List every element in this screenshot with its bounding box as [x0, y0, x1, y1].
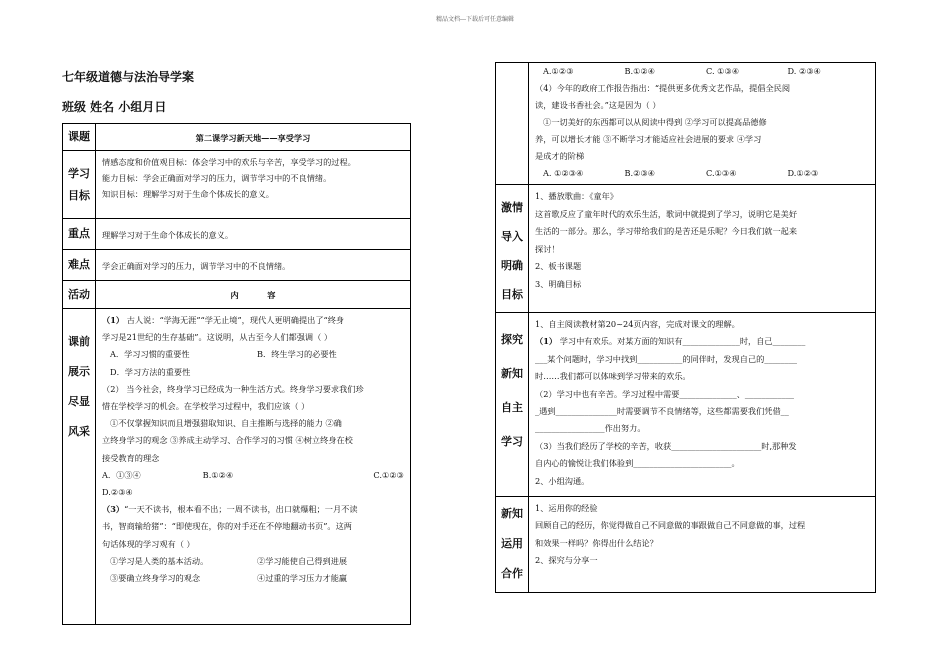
- q4-item: 是成才的阶梯: [535, 151, 585, 161]
- q3-option-c: C. ①③④: [706, 66, 740, 76]
- activity-label: 活动: [63, 281, 96, 309]
- q2-stem: （2） 当今社会，终身学习已经成为一种生活方式。终身学习要求我们珍: [102, 383, 364, 394]
- q4-option-d: D.①②③: [787, 168, 819, 178]
- q2-item: 接受教育的理念: [102, 452, 160, 463]
- explore-fill-blank: _遇到_______________时需要调节不良情绪等，这些都需要我们凭借__: [535, 406, 789, 417]
- q4-option-a: A. ①②③④: [543, 168, 584, 178]
- goal-line: 能力目标：学会正确面对学习的压力，调节学习中的不良情绪。: [102, 173, 332, 183]
- difficult-row: [63, 250, 411, 281]
- apply-line: 回顾自己的经历，你觉得做自己不同意做的事跟做自己不同意做的事，过程: [535, 520, 806, 531]
- intro-line: 探讨！: [535, 243, 560, 254]
- q4-stem: （4）今年的政府工作报告指出：“提供更多优秀文艺作品，提倡全民阅: [535, 83, 791, 93]
- intro-row: [496, 185, 876, 313]
- activity-header: 内 容: [96, 281, 411, 309]
- left-study-table: [62, 123, 411, 625]
- q4-item: ①一切美好的东西都可以从阅读中得到 ②学习可以提高品德修: [543, 117, 767, 127]
- watermark: 精品文档---下载后可任意编辑: [435, 16, 515, 23]
- preclass-label: 课前 展示 尽显 风采: [63, 309, 96, 625]
- explore-fill-blank: 自内心的愉悦让我们体验到________________________。: [535, 458, 740, 469]
- q3-item-4: ④过重的学习压力才能赢: [257, 573, 348, 584]
- document-title: 七年级道德与法治导学案: [62, 70, 195, 84]
- q1-option-a: A．学习习惯的重要性: [110, 349, 190, 360]
- goals-label: 学习 目标: [63, 151, 96, 219]
- apply-line: 和效果一样吗？你得出什么结论？: [535, 537, 658, 548]
- explore-fill-blank: ___某个问题时，学习中找到___________的同伴时，发现自己的________: [535, 353, 798, 364]
- continued-questions-row: [496, 63, 876, 185]
- preclass-row: [63, 309, 411, 625]
- explore-line: 2、小组沟通。: [535, 475, 590, 486]
- topic-row: [63, 124, 411, 151]
- q3-item-2: ②学习能使自己得到进展: [257, 555, 348, 566]
- right-study-table: [495, 62, 876, 593]
- apply-row: [496, 497, 876, 593]
- explore-line: 1、自主阅读教材第20~24页内容，完成对课文的理解。: [535, 319, 740, 329]
- intro-line: 1、播放歌曲：《童年》: [535, 191, 618, 201]
- q2-item: ①不仅掌握知识而且增强猎取知识、自主推断与选择的能力 ②确: [110, 418, 342, 429]
- q1-options: [102, 346, 404, 363]
- q3-options: [535, 63, 869, 80]
- apply-line: 1、运用你的经验: [535, 503, 598, 513]
- q3-option-d: D. ②③④: [787, 66, 821, 76]
- intro-line: 3、明确目标: [535, 278, 582, 289]
- q2-option-c: C.①②③: [373, 469, 404, 480]
- q3-item-1: ①学习是人类的基本活动。: [110, 555, 209, 566]
- intro-line: 这首歌反应了童年时代的欢乐生活，歌词中就提到了学习，说明它是美好: [535, 208, 798, 219]
- explore-fill-blank: （1） 学习中有欢乐。对某方面的知识有______________时，自己________: [535, 336, 806, 347]
- key-value: 理解学习对于生命个体成长的意义。: [96, 219, 411, 250]
- intro-label: 激情 导入 明确 目标: [496, 185, 529, 313]
- topic-label: 课题: [63, 124, 96, 151]
- continued-label-empty: [496, 63, 529, 185]
- continued-questions: [529, 63, 876, 185]
- q3-items: [102, 570, 404, 587]
- q3-stem: （3）“一天不读书，根本看不出；一周不读书，出口就爆粗；一月不读: [102, 504, 358, 515]
- activity-row: [63, 281, 411, 309]
- explore-content: [529, 313, 876, 497]
- q4-stem: 读，建设书香社会。”这是因为（ ）: [535, 100, 661, 110]
- key-label: 重点: [63, 219, 96, 250]
- key-row: [63, 219, 411, 250]
- q3-stem: 句话体现的学习观有（ ）: [102, 538, 195, 549]
- q1-option-d: D．学习方法的重要性: [110, 366, 191, 377]
- q4-item: 养，可以增长才能 ③不断学习才能适应社会进展的要求 ④学习: [535, 134, 762, 144]
- explore-label: 探究 新知 自主 学习: [496, 313, 529, 497]
- difficult-label: 难点: [63, 250, 96, 281]
- q2-stem: 惜在学校学习的机会。在学校学习过程中，我们应该（ ）: [102, 401, 310, 412]
- preclass-content: [96, 309, 411, 625]
- q3-item-3: ③要确立终身学习的观念: [110, 573, 201, 584]
- q4-options: [535, 165, 869, 182]
- explore-fill-blank: _________________作出努力。: [535, 423, 646, 434]
- goals-content: [96, 151, 411, 219]
- topic-value: 第二课学习新天地——享受学习: [96, 124, 411, 151]
- class-name-group-line: 班级 姓名 小组月日: [62, 100, 167, 114]
- intro-line: 生活的一部分。那么，学习带给我们的是苦还是乐呢？今日我们就一起来: [535, 226, 798, 236]
- q2-item: 立终身学习的观念 ③养成主动学习、合作学习的习惯 ④树立终身在校: [102, 435, 353, 446]
- q3-stem: 书，智商输给猪”：“即使现在，你的对手还在不停地翻动书页”。这两: [102, 521, 352, 532]
- q2-options: [102, 467, 404, 484]
- explore-fill-blank: （3）当我们经历了学校的辛苦，收获______________________时,那种发: [535, 440, 797, 451]
- apply-label: 新知 运用 合作: [496, 497, 529, 593]
- intro-content: [529, 185, 876, 313]
- goals-row: [63, 151, 411, 219]
- q1-stem: （1） 古人说：“学海无涯”“学无止境”，现代人更明确提出了“终身: [102, 315, 345, 325]
- explore-fill-blank: （2）学习中也有辛苦。学习过程中需要______________、____________: [535, 388, 795, 399]
- apply-line: 2、探究与分享一: [535, 555, 598, 566]
- intro-line: 2、板书课题: [535, 261, 582, 271]
- difficult-value: 学会正确面对学习的压力，调节学习中的不良情绪。: [96, 250, 411, 281]
- explore-row: [496, 313, 876, 497]
- goal-line: 情感态度和价值观目标：体会学习中的欢乐与辛苦，享受学习的过程。: [102, 157, 356, 167]
- goal-line: 知识目标：理解学习对于生命个体成长的意义。: [102, 189, 274, 199]
- q3-items: [102, 553, 404, 570]
- q2-option-a: A．①③④: [102, 469, 141, 480]
- q4-option-c: C.①③④: [706, 168, 737, 178]
- q3-option-b: B.①②④: [624, 66, 656, 76]
- explore-line: 时……我们都可以体味到学习带来的欢乐。: [535, 371, 691, 382]
- q1-stem: 学习是21世纪的生存基础”。这说明，从古至今人们都强调（ ）: [102, 332, 333, 343]
- q3-option-a: A.①②③: [543, 66, 574, 76]
- q2-option-d: D.②③④: [102, 487, 133, 498]
- q4-option-b: B.②③④: [624, 168, 656, 178]
- apply-content: [529, 497, 876, 593]
- q2-option-b: B.①②④: [202, 469, 234, 480]
- q1-option-b: B．终生学习的必要性: [257, 349, 337, 360]
